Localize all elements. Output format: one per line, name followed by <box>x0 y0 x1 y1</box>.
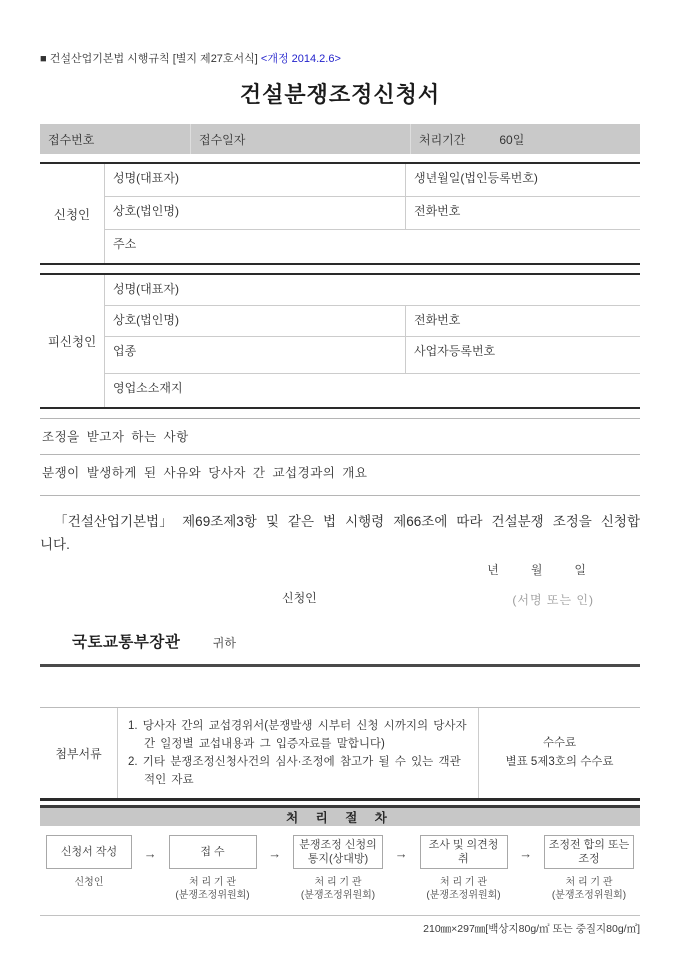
applicant-name-label: 성명(대표자) <box>113 171 179 185</box>
flow-actor-agency-line1: 처 리 기 관 <box>440 877 487 888</box>
flow-step-box: 신청서 작성 <box>46 835 132 869</box>
applicant-phone-field[interactable] <box>405 197 640 229</box>
applicant-birth-label: 생년월일(법인등록번호) <box>414 171 538 185</box>
attachment-item: 2. 기타 분쟁조정신청사건의 심사·조정에 참고가 될 수 있는 객관적인 자료 <box>128 756 461 786</box>
flow-step-mediation <box>544 835 634 902</box>
respondent-phone-label: 전화번호 <box>414 313 461 327</box>
page-title: 건설분쟁조정신청서 <box>239 82 441 107</box>
arrow-right-icon: → <box>268 846 282 861</box>
applicant-section-label: 신청인 <box>40 164 105 263</box>
applicant-address-label: 주소 <box>113 237 137 251</box>
attachments-label: 첨부서류 <box>40 708 118 798</box>
procedure-flow <box>40 835 640 902</box>
arrow-right-icon: → <box>394 846 408 861</box>
addressee-name: 국토교통부장관 <box>72 634 181 651</box>
mediation-request-label: 조정을 받고자 하는 사항 <box>42 430 189 444</box>
receipt-date-field[interactable] <box>190 124 410 154</box>
applicant-birth-field[interactable] <box>405 164 640 196</box>
applicant-phone-label: 전화번호 <box>414 204 461 218</box>
flow-actor-agency <box>301 876 375 902</box>
fee-cell <box>478 708 640 798</box>
addressee-suffix: 귀하 <box>212 636 236 650</box>
procedure-title-bar: 처 리 절 차 <box>40 805 640 826</box>
form-revision-date: <개정 2014.2.6> <box>260 53 341 65</box>
flow-actor-agency-line1: 처 리 기 관 <box>189 877 236 888</box>
applicant-section <box>40 162 640 265</box>
section-divider <box>40 664 640 667</box>
flow-step-box: 접 수 <box>169 835 257 869</box>
flow-actor-agency <box>426 876 500 902</box>
respondent-name-label: 성명(대표자) <box>113 282 179 296</box>
attachments-table <box>40 707 640 801</box>
flow-actor-agency-line2: (분쟁조정위원회) <box>551 890 627 901</box>
respondent-name-field[interactable] <box>105 275 640 305</box>
respondent-phone-field[interactable] <box>405 306 640 336</box>
flow-step-box: 조사 및 의견청취 <box>420 835 508 869</box>
applicant-company-field[interactable] <box>105 197 405 229</box>
respondent-business-type-label: 업종 <box>113 344 137 358</box>
applicant-address-field[interactable] <box>105 230 640 263</box>
processing-period-value: 60일 <box>499 132 525 147</box>
receipt-no-label: 접수번호 <box>48 132 95 147</box>
paper-spec-note: 210㎜×297㎜[백상지80g/㎡ 또는 중질지80g/㎡] <box>423 923 640 935</box>
flow-step-application <box>46 835 132 889</box>
footer-divider <box>40 915 640 916</box>
processing-period-cell <box>410 124 640 154</box>
attachments-items <box>118 708 478 798</box>
mediation-request-field[interactable] <box>40 418 640 454</box>
respondent-section <box>40 273 640 409</box>
signer-label: 신청인 <box>282 591 317 605</box>
receipt-no-field[interactable] <box>40 124 190 154</box>
flow-step-receipt <box>169 835 257 902</box>
respondent-business-reg-field[interactable] <box>405 337 640 373</box>
flow-actor-applicant: 신청인 <box>74 877 104 888</box>
addressee-row <box>40 630 640 652</box>
dispute-summary-label: 분쟁이 발생하게 된 사유와 당사자 간 교섭경과의 개요 <box>42 466 368 480</box>
date-day-label: 일 <box>574 563 586 577</box>
flow-actor-agency <box>552 876 626 902</box>
arrow-right-icon: → <box>519 846 533 861</box>
respondent-office-address-field[interactable] <box>105 374 640 407</box>
applicant-company-label: 상호(법인명) <box>113 204 179 218</box>
receipt-date-label: 접수일자 <box>199 132 246 147</box>
signature-note: (서명 또는 인) <box>512 593 594 607</box>
respondent-office-address-label: 영업소소재지 <box>113 381 183 395</box>
date-line <box>40 561 640 578</box>
applicant-name-field[interactable] <box>105 164 405 196</box>
flow-actor-agency-line1: 처 리 기 관 <box>565 877 613 888</box>
dispute-summary-field[interactable] <box>40 454 640 495</box>
flow-actor-agency-line2: (분쟁조정위원회) <box>426 890 501 901</box>
flow-step-box: 분쟁조정 신청의 통지(상대방) <box>293 835 383 869</box>
respondent-company-label: 상호(법인명) <box>113 313 179 327</box>
date-year-label: 년 <box>487 563 499 577</box>
signature-row <box>40 587 640 607</box>
declaration-text: 「건설산업기본법」 제69조제3항 및 같은 법 시행령 제66조에 따라 건설분쟁 조정을 신청합니다. <box>40 514 640 552</box>
date-month-label: 월 <box>530 563 543 577</box>
flow-step-box: 조정전 합의 또는 조정 <box>544 835 634 869</box>
flow-actor-agency-line2: (분쟁조정위원회) <box>175 890 250 901</box>
flow-actor-agency-line1: 처 리 기 관 <box>314 877 362 888</box>
flow-step-notification <box>293 835 383 902</box>
form-notice <box>40 0 640 66</box>
attachment-item: 1. 당사자 간의 교섭경위서(분쟁발생 시부터 신청 시까지의 당사자 간 일정별 교섭내용과 그 입증자료를 말합니다) <box>128 720 467 750</box>
receipt-header-row <box>40 124 640 154</box>
respondent-section-label: 피신청인 <box>40 275 105 407</box>
fee-value: 별표 5제3호의 수수료 <box>505 756 614 768</box>
fee-title: 수수료 <box>542 737 577 749</box>
respondent-business-reg-label: 사업자등록번호 <box>414 344 496 358</box>
processing-period-label: 처리기간 <box>419 132 466 147</box>
arrow-right-icon: → <box>143 846 157 861</box>
respondent-business-type-field[interactable] <box>105 337 405 373</box>
form-notice-text: ■ 건설산업기본법 시행규칙 [별지 제27호서식] <box>40 53 258 65</box>
flow-step-investigation <box>420 835 508 902</box>
flow-actor-agency <box>175 876 249 902</box>
subject-rows <box>40 418 640 496</box>
respondent-company-field[interactable] <box>105 306 405 336</box>
flow-actor-agency-line2: (분쟁조정위원회) <box>300 890 376 901</box>
